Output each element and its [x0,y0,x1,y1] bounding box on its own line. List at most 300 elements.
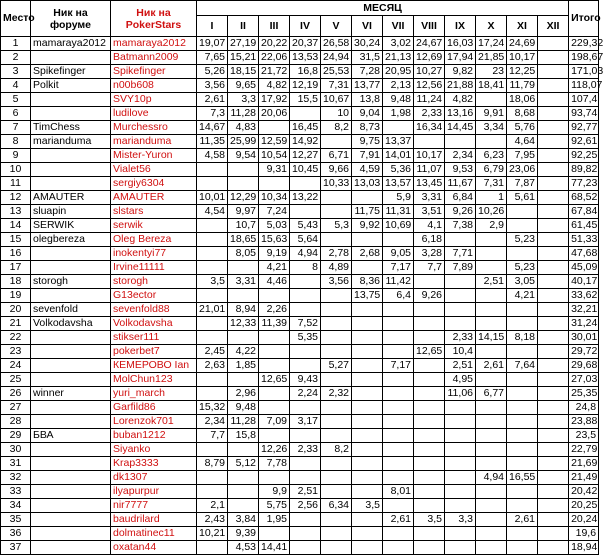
forum-nick-header: Ник на форуме [31,1,111,37]
month-value-cell: 10,4 [445,345,476,359]
month-value-cell: 14,45 [445,121,476,135]
month-value-cell: 3,56 [197,79,228,93]
month-value-cell [321,135,352,149]
month-value-cell [538,317,569,331]
table-row [1,65,599,79]
place-cell: 36 [1,527,31,541]
month-value-cell: 21,01 [197,303,228,317]
month-value-cell [352,373,383,387]
month-value-cell [507,541,538,555]
pokerstars-nick-cell: MolChun123 [111,373,197,387]
month-value-cell [352,471,383,485]
month-value-cell: 3,3 [445,513,476,527]
month-value-cell [383,373,414,387]
month-value-cell [383,345,414,359]
pokerstars-nick-cell: G13ector [111,289,197,303]
table-row [1,541,599,555]
month-value-cell [383,401,414,415]
month-value-cell: 9,04 [352,107,383,121]
month-value-cell: 8,94 [228,303,259,317]
month-value-cell: 6,18 [414,233,445,247]
table-row [1,359,599,373]
month-value-cell: 10,54 [259,149,290,163]
pokerstars-nick-cell: marianduma [111,135,197,149]
month-value-cell: 8,73 [352,121,383,135]
month-value-cell: 20,06 [259,107,290,121]
month-value-cell [476,527,507,541]
month-value-cell [476,261,507,275]
month-value-cell [414,275,445,289]
pokerstars-nick-cell: sevenfold88 [111,303,197,317]
total-cell: 29,72 [569,345,599,359]
month-value-cell: 11,79 [507,79,538,93]
month-value-cell: 2,32 [321,387,352,401]
month-value-cell: 7,17 [383,261,414,275]
month-value-cell [321,317,352,331]
month-value-cell [352,485,383,499]
month-value-cell [507,387,538,401]
month-value-cell [290,303,321,317]
month-value-cell: 5,26 [197,65,228,79]
month-value-cell [538,135,569,149]
month-value-cell [414,527,445,541]
month-value-cell: 4,89 [321,261,352,275]
month-value-cell [259,527,290,541]
month-value-cell [352,457,383,471]
month-value-cell: 2,34 [197,415,228,429]
month-value-cell [228,471,259,485]
table-row [1,373,599,387]
month-value-cell [259,359,290,373]
month-value-cell: 3,5 [197,275,228,289]
month-value-cell [538,429,569,443]
month-value-cell [197,331,228,345]
month-value-cell [197,219,228,233]
total-cell: 93,74 [569,107,599,121]
month-value-cell: 17,24 [476,37,507,51]
month-value-cell: 9,31 [259,163,290,177]
month-value-cell: 4,46 [259,275,290,289]
month-value-cell [507,499,538,513]
month-value-cell: 10,33 [321,177,352,191]
place-cell: 21 [1,317,31,331]
place-cell: 6 [1,107,31,121]
month-value-cell: 16,45 [290,121,321,135]
month-value-cell: 10,34 [259,191,290,205]
month-value-cell: 6,71 [321,149,352,163]
forum-nick-cell: Polkit [31,79,111,93]
table-row [1,485,599,499]
month-value-cell [197,541,228,555]
month-value-cell: 2,9 [476,219,507,233]
month-value-cell [538,107,569,121]
month-value-cell: 12,33 [228,317,259,331]
forum-nick-cell [31,359,111,373]
month-value-cell [383,415,414,429]
month-value-cell: 4,21 [259,261,290,275]
total-cell: 25,35 [569,387,599,401]
month-value-cell [476,513,507,527]
month-value-cell [321,373,352,387]
place-cell: 5 [1,93,31,107]
month-value-cell [228,163,259,177]
place-cell: 23 [1,345,31,359]
month-value-cell: 22,06 [259,51,290,65]
month-value-cell [383,499,414,513]
table-row [1,37,599,51]
month-value-cell: 3,17 [290,415,321,429]
month-value-cell [445,303,476,317]
place-cell: 35 [1,513,31,527]
month-value-cell [321,415,352,429]
month-value-cell [197,373,228,387]
month-value-cell [321,513,352,527]
month-value-cell: 10,67 [321,93,352,107]
forum-nick-cell [31,373,111,387]
month-value-cell [538,373,569,387]
pokerstars-nick-cell: Volkodavsha [111,317,197,331]
pokerstars-nick-cell: buban1212 [111,429,197,443]
month-value-cell [445,541,476,555]
place-cell: 20 [1,303,31,317]
month-value-cell: 10,21 [197,527,228,541]
month-value-cell [414,331,445,345]
month-value-cell [445,527,476,541]
pokerstars-nick-cell: Vialet56 [111,163,197,177]
forum-nick-cell [31,345,111,359]
month-value-cell: 7,95 [507,149,538,163]
total-cell: 21,69 [569,457,599,471]
month-value-cell: 26,58 [321,37,352,51]
month-value-cell: 2,61 [507,513,538,527]
month-value-cell [538,261,569,275]
month-value-cell: 12,27 [290,149,321,163]
month-value-cell [445,457,476,471]
month-value-cell: 10,27 [414,65,445,79]
total-cell: 107,4 [569,93,599,107]
month-value-cell [383,527,414,541]
month-value-cell [476,429,507,443]
month-value-cell: 13,57 [383,177,414,191]
pokerstars-nick-cell: yuri_march [111,387,197,401]
month-label: I [197,16,228,37]
table-row [1,415,599,429]
pokerstars-nick-cell: dolmatinec11 [111,527,197,541]
forum-nick-cell [31,499,111,513]
month-value-cell [321,471,352,485]
place-cell: 29 [1,429,31,443]
month-value-cell [476,317,507,331]
total-cell: 171,03 [569,65,599,79]
month-value-cell [228,373,259,387]
month-value-cell: 5,61 [507,191,538,205]
month-value-cell [538,485,569,499]
total-cell: 67,84 [569,205,599,219]
month-value-cell: 1 [476,191,507,205]
forum-nick-cell [31,401,111,415]
table-row [1,219,599,233]
month-value-cell [476,485,507,499]
month-value-cell: 4,95 [445,373,476,387]
month-value-cell: 2,61 [197,93,228,107]
month-value-cell: 9,54 [228,149,259,163]
month-value-cell: 4,54 [197,205,228,219]
pokerstars-nick-cell: dk1307 [111,471,197,485]
place-cell: 16 [1,247,31,261]
month-value-cell [476,135,507,149]
month-value-cell: 4,59 [352,163,383,177]
forum-nick-cell [31,163,111,177]
forum-nick-cell [31,247,111,261]
month-value-cell: 6,84 [445,191,476,205]
month-label: X [476,16,507,37]
month-value-cell [197,177,228,191]
month-label: IV [290,16,321,37]
place-cell: 17 [1,261,31,275]
place-cell: 27 [1,401,31,415]
month-value-cell: 12,69 [414,51,445,65]
forum-nick-cell [31,149,111,163]
month-value-cell [321,457,352,471]
month-value-cell: 9,48 [383,93,414,107]
month-value-cell [352,387,383,401]
month-value-cell: 3,3 [228,93,259,107]
table-row [1,387,599,401]
table-row [1,457,599,471]
month-value-cell [228,289,259,303]
forum-nick-cell [31,541,111,555]
month-value-cell: 10,26 [476,205,507,219]
month-value-cell: 27,19 [228,37,259,51]
month-value-cell: 9,82 [445,65,476,79]
month-value-cell: 2,33 [445,331,476,345]
forum-nick-cell: Volkodavsha [31,317,111,331]
month-value-cell: 5,9 [383,191,414,205]
month-value-cell: 9,97 [228,205,259,219]
total-cell: 92,25 [569,149,599,163]
month-value-cell [321,205,352,219]
table-row [1,331,599,345]
month-value-cell: 1,85 [228,359,259,373]
month-value-cell: 10,45 [290,163,321,177]
month-value-cell: 7,3 [197,107,228,121]
month-value-cell: 4,58 [197,149,228,163]
month-value-cell: 20,22 [259,37,290,51]
month-value-cell [197,387,228,401]
forum-nick-cell: TimChess [31,121,111,135]
table-row [1,261,599,275]
month-value-cell: 13,75 [352,289,383,303]
month-value-cell: 25,99 [228,135,259,149]
month-value-cell: 10,17 [507,51,538,65]
total-cell: 229,32 [569,37,599,51]
month-value-cell [259,429,290,443]
month-value-cell [414,457,445,471]
forum-nick-cell [31,331,111,345]
month-value-cell [197,233,228,247]
forum-nick-cell [31,415,111,429]
month-value-cell [538,345,569,359]
month-value-cell [538,149,569,163]
month-value-cell [383,387,414,401]
table-body [1,37,603,555]
month-value-cell [383,443,414,457]
table-row [1,51,599,65]
month-value-cell: 9,26 [414,289,445,303]
month-label: VI [352,16,383,37]
pokerstars-nick-cell: sergiy6304 [111,177,197,191]
month-value-cell: 13,77 [352,79,383,93]
table-row [1,303,599,317]
month-value-cell [414,443,445,457]
month-value-cell [414,485,445,499]
month-value-cell [352,541,383,555]
month-value-cell [197,289,228,303]
month-value-cell: 25,53 [321,65,352,79]
month-value-cell: 9,9 [259,485,290,499]
month-value-cell [538,177,569,191]
month-value-cell [538,415,569,429]
month-value-cell [352,401,383,415]
month-value-cell: 9,92 [352,219,383,233]
month-value-cell: 5,23 [507,261,538,275]
month-value-cell: 5,35 [290,331,321,345]
month-value-cell: 4,22 [228,345,259,359]
month-value-cell [538,37,569,51]
forum-nick-cell [31,51,111,65]
month-value-cell: 18,15 [228,65,259,79]
month-value-cell [476,289,507,303]
month-value-cell: 7,91 [352,149,383,163]
month-value-cell [352,443,383,457]
total-cell: 32,21 [569,303,599,317]
forum-nick-cell: storogh [31,275,111,289]
month-value-cell: 4,82 [445,93,476,107]
month-value-cell: 2,51 [476,275,507,289]
table-row [1,79,599,93]
month-value-cell [538,359,569,373]
place-cell: 34 [1,499,31,513]
total-cell: 19,6 [569,527,599,541]
month-value-cell: 6,34 [321,499,352,513]
table-row [1,93,599,107]
month-value-cell [507,485,538,499]
place-cell: 9 [1,149,31,163]
month-value-cell: 2,26 [259,303,290,317]
pokerstars-nick-cell: КЕМЕРОВО Ian [111,359,197,373]
table-row [1,233,599,247]
month-value-cell: 12,65 [414,345,445,359]
month-value-cell [352,331,383,345]
month-value-cell [445,275,476,289]
month-value-cell: 12,19 [290,79,321,93]
month-value-cell [414,471,445,485]
month-value-cell [538,331,569,345]
month-value-cell [352,191,383,205]
month-value-cell: 2,45 [197,345,228,359]
month-value-cell [538,303,569,317]
month-value-cell [383,233,414,247]
month-value-cell: 5,76 [507,121,538,135]
month-value-cell [476,345,507,359]
forum-nick-cell [31,485,111,499]
month-value-cell: 11,06 [445,387,476,401]
month-value-cell: 10 [321,107,352,121]
month-value-cell [352,233,383,247]
month-value-cell [321,541,352,555]
month-value-cell [445,499,476,513]
month-value-cell: 5,12 [228,457,259,471]
month-value-cell [321,429,352,443]
place-cell: 37 [1,541,31,555]
month-value-cell [538,219,569,233]
month-value-cell: 13,53 [290,51,321,65]
table-row [1,443,599,457]
month-value-cell: 17,92 [259,93,290,107]
month-value-cell: 21,72 [259,65,290,79]
month-value-cell [352,527,383,541]
month-value-cell: 10,7 [228,219,259,233]
month-value-cell [228,261,259,275]
month-value-cell: 11,67 [445,177,476,191]
month-value-cell: 18,41 [476,79,507,93]
month-value-cell [352,429,383,443]
month-value-cell [445,429,476,443]
month-value-cell [321,303,352,317]
month-value-cell: 21,13 [383,51,414,65]
table-row [1,499,599,513]
total-cell: 30,01 [569,331,599,345]
month-value-cell [538,387,569,401]
month-value-cell: 17,94 [445,51,476,65]
month-value-cell: 13,8 [352,93,383,107]
month-value-cell: 19,07 [197,37,228,51]
month-value-cell [383,471,414,485]
month-value-cell: 15,8 [228,429,259,443]
month-value-cell: 7,31 [476,177,507,191]
total-cell: 47,68 [569,247,599,261]
month-value-cell: 2,1 [197,499,228,513]
table-row [1,205,599,219]
month-value-cell: 2,51 [445,359,476,373]
month-value-cell: 9,91 [476,107,507,121]
pokerstars-nick-cell: Mister-Yuron [111,149,197,163]
total-cell: 27,03 [569,373,599,387]
month-label: V [321,16,352,37]
table-row [1,149,599,163]
month-value-cell: 5,3 [321,219,352,233]
month-value-cell: 6,77 [476,387,507,401]
pokerstars-nick-header: Ник на PokerStars [111,1,197,37]
month-value-cell: 2,96 [228,387,259,401]
month-value-cell [538,527,569,541]
month-label: VIII [414,16,445,37]
month-value-cell [383,121,414,135]
forum-nick-cell [31,443,111,457]
month-value-cell: 11,28 [228,415,259,429]
month-value-cell: 15,21 [228,51,259,65]
month-value-cell: 2,61 [383,513,414,527]
pokerstars-nick-cell: storogh [111,275,197,289]
month-value-cell [507,317,538,331]
month-value-cell: 11,24 [414,93,445,107]
pokerstars-nick-cell: serwik [111,219,197,233]
month-label: XI [507,16,538,37]
table-row [1,345,599,359]
month-value-cell [476,401,507,415]
pokerstars-nick-cell: ilyapurpur [111,485,197,499]
month-value-cell [476,457,507,471]
